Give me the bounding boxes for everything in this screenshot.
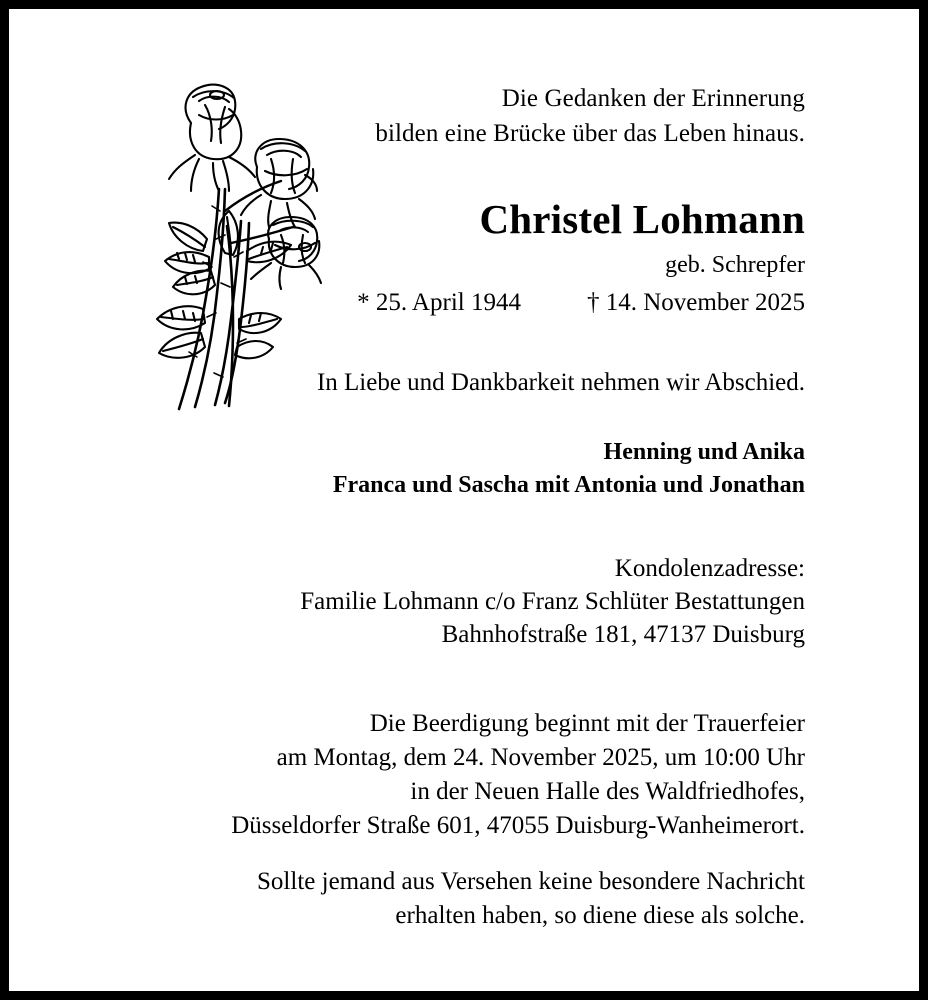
birth-date: * 25. April 1944 xyxy=(357,289,521,316)
survivors-line-2: Franca und Sascha mit Antonia und Jonathan xyxy=(332,472,805,498)
service-line-3: in der Neuen Halle des Waldfriedhofes, xyxy=(410,778,805,805)
epitaph-line-2: bilden eine Brücke über das Leben hinaus. xyxy=(375,120,805,147)
notice-line-1: Sollte jemand aus Versehen keine besondere Nachricht xyxy=(257,868,805,895)
deceased-maiden-name: geb. Schrepfer xyxy=(665,252,805,278)
general-notice-block xyxy=(129,865,805,933)
survivors-block xyxy=(129,436,805,502)
epitaph-line-1: Die Gedanken der Erinnerung xyxy=(501,85,805,112)
deceased-name: Christel Lohmann xyxy=(479,196,805,242)
obituary-text-column xyxy=(129,81,805,933)
deceased-name-block xyxy=(129,195,805,320)
condolence-line-1: Familie Lohmann c/o Franz Schlüter Bestattungen xyxy=(300,588,805,615)
survivors-line-1: Henning und Anika xyxy=(603,439,805,465)
condolence-heading: Kondolenzadresse: xyxy=(614,555,805,582)
obituary-inner xyxy=(9,9,919,991)
service-line-4: Düsseldorfer Straße 601, 47055 Duisburg-Wanheimerort. xyxy=(231,812,805,839)
life-dates-row xyxy=(129,286,805,320)
epitaph-verse xyxy=(129,81,805,151)
funeral-service-block xyxy=(129,707,805,843)
service-line-2: am Montag, dem 24. November 2025, um 10:00 Uhr xyxy=(276,744,805,771)
notice-line-2: erhalten haben, so diene diese als solche. xyxy=(395,902,805,929)
condolence-line-2: Bahnhofstraße 181, 47137 Duisburg xyxy=(441,621,805,648)
farewell-text: In Liebe und Dankbarkeit nehmen wir Abschied. xyxy=(316,369,805,396)
death-date: † 14. November 2025 xyxy=(586,289,805,316)
service-line-1: Die Beerdigung beginnt mit der Trauerfeier xyxy=(369,710,805,737)
condolence-address-block xyxy=(129,552,805,651)
